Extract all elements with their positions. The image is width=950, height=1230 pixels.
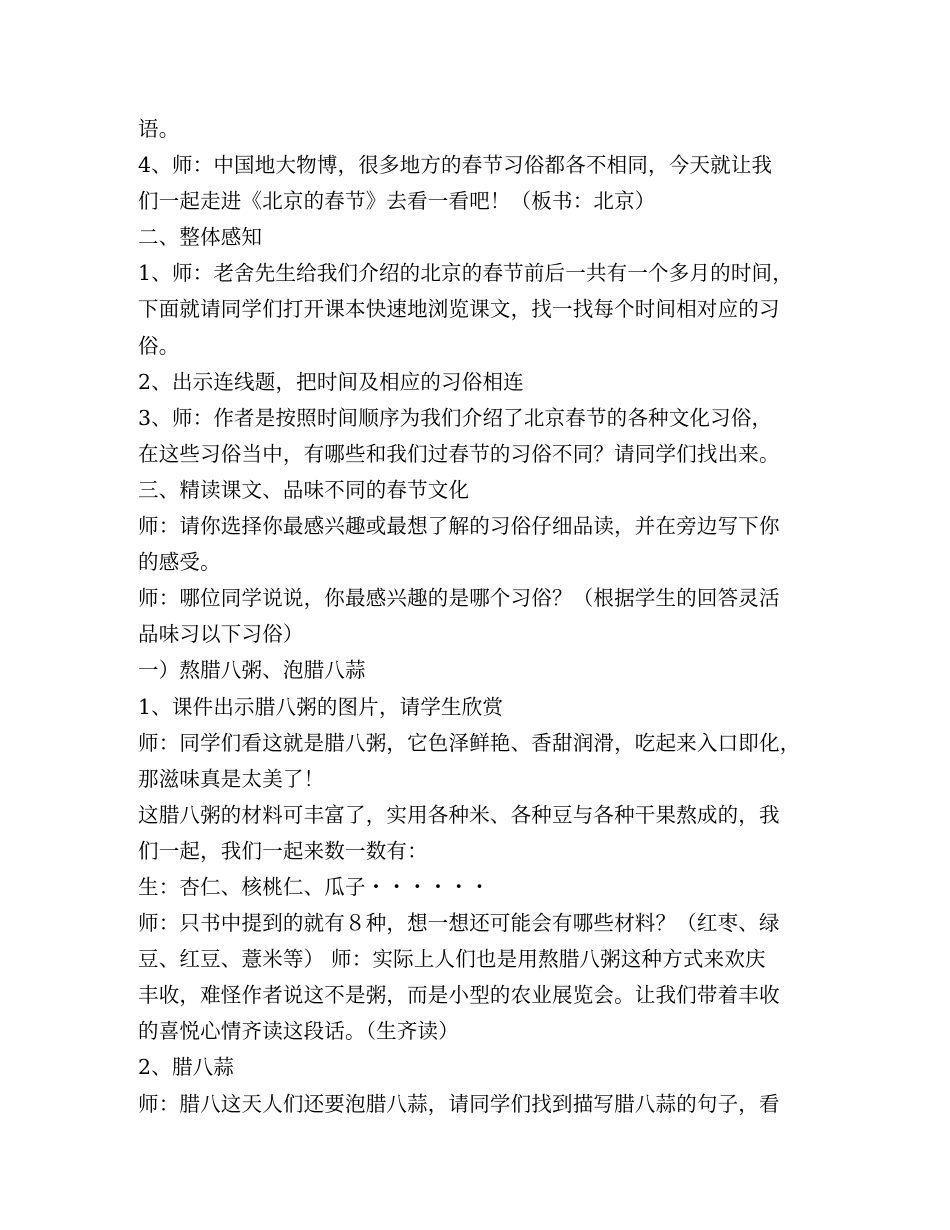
text-line: 2、出示连线题，把时间及相应的习俗相连 bbox=[138, 369, 524, 394]
text-line: 的感受。 bbox=[138, 550, 221, 575]
subsection-heading: 一）熬腊八粥、泡腊八蒜 bbox=[138, 658, 366, 683]
text-line: 师：请你选择你最感兴趣或最想了解的习俗仔细品读，并在旁边写下你 bbox=[138, 514, 780, 539]
text-line: 那滋味真是太美了！ bbox=[138, 766, 325, 791]
text-line: 这腊八粥的材料可丰富了，实用各种米、各种豆与各种干果熬成的，我 bbox=[138, 802, 780, 827]
text-line: 下面就请同学们打开课本快速地浏览课文，找一找每个时间相对应的习 bbox=[138, 297, 780, 322]
text-line: 生：杏仁、核桃仁、瓜子・・・・・・ bbox=[138, 874, 490, 899]
section-heading: 三、精读课文、品味不同的春节文化 bbox=[138, 477, 470, 502]
text-line: 2、腊八蒜 bbox=[138, 1055, 235, 1080]
text-line: 师：同学们看这就是腊八粥，它色泽鲜艳、香甜润滑，吃起来入口即化， bbox=[138, 730, 801, 755]
text-line: 们一起走进《北京的春节》去看一看吧！（板书：北京） bbox=[138, 189, 656, 214]
text-line: 语。 bbox=[138, 117, 180, 141]
text-line: 师：哪位同学说说，你最感兴趣的是哪个习俗？（根据学生的回答灵活 bbox=[138, 586, 780, 611]
text-line: 师：只书中提到的就有８种，想一想还可能会有哪些材料？（红枣、绿 bbox=[138, 911, 780, 936]
text-line: 丰收，难怪作者说这不是粥，而是小型的农业展览会。让我们带着丰收 bbox=[138, 983, 780, 1008]
text-line: 的喜悦心情齐读这段话。（生齐读） bbox=[138, 1019, 459, 1044]
text-line: 1、课件出示腊八粥的图片，请学生欣赏 bbox=[138, 694, 504, 719]
text-line: 1、师：老舍先生给我们介绍的北京的春节前后一共有一个多月的时间， bbox=[138, 261, 793, 286]
document-body bbox=[138, 111, 818, 1122]
text-line: 在这些习俗当中，有哪些和我们过春节的习俗不同？请同学们找出来。 bbox=[138, 441, 780, 466]
text-line: 品味习以下习俗） bbox=[138, 622, 304, 647]
text-line: 3、师：作者是按照时间顺序为我们介绍了北京春节的各种文化习俗， bbox=[138, 405, 773, 430]
text-line: 师：腊八这天人们还要泡腊八蒜，请同学们找到描写腊八蒜的句子，看 bbox=[138, 1091, 780, 1116]
text-line: 豆、红豆、薏米等） 师：实际上人们也是用熬腊八粥这种方式来欢庆 bbox=[138, 947, 766, 972]
section-heading: 二、整体感知 bbox=[138, 225, 263, 250]
text-line: 俗。 bbox=[138, 333, 180, 358]
text-line: 们一起，我们一起来数一数有： bbox=[138, 838, 428, 863]
text-line: 4、师：中国地大物博，很多地方的春节习俗都各不相同，今天就让我 bbox=[138, 153, 773, 178]
